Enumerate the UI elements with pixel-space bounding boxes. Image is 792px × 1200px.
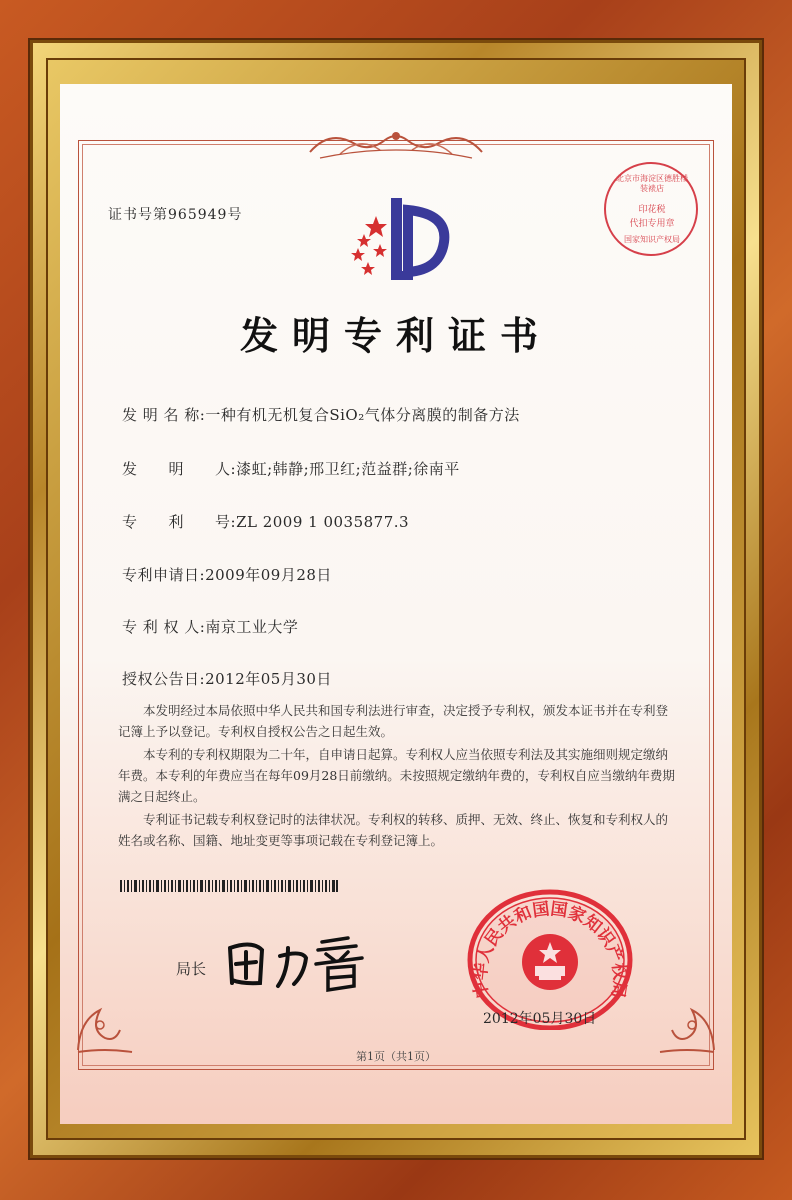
seal-date: 2012年05月30日 [483, 1011, 597, 1027]
seal-text: 中华人民共和国国家知识产权局 [470, 899, 630, 1000]
invention-name-value: 一种有机无机复合SiO₂气体分离膜的制备方法 [205, 406, 520, 424]
invention-name-row [122, 404, 520, 425]
patent-number-label: 专 利 号: [122, 513, 237, 531]
grant-date-row [122, 668, 332, 689]
filing-date-label: 专利申请日: [122, 566, 206, 584]
tax-stamp-seal: 北京市海淀区德胜楼装裱店 印花税 代扣专用章 国家知识产权局 [604, 162, 698, 256]
grant-date-value: 2012年05月30日 [205, 670, 332, 688]
patent-number-value: ZL 2009 1 0035877.3 [236, 513, 410, 531]
director-signature [222, 928, 382, 998]
grant-date-label: 授权公告日: [122, 670, 206, 688]
inventors-row [122, 458, 460, 479]
patentee-label: 专 利 权 人: [122, 618, 206, 636]
legal-paragraph-2: 本专利的专利权期限为二十年，自申请日起算。专利权人应当依照专利法及其实施细则规定缴纳年费。本专利的年费应当在每年09月28日前缴纳。未按照规定缴纳年费的，专利权自应当缴纳年费期满之日起终止。 [118, 747, 675, 804]
director-label: 局长 [176, 960, 207, 978]
invention-name-label: 发 明 名 称: [122, 406, 206, 424]
certificate-number: 证书号第965949号 [108, 207, 243, 223]
legal-paragraph-3: 专利证书记载专利权登记时的法律状况。专利权的转移、质押、无效、终止、恢复和专利权人的姓名或名称、国籍、地址变更等事项记载在专利登记簿上。 [118, 812, 669, 848]
cnipa-logo-icon [336, 196, 456, 280]
patentee-value: 南京工业大学 [205, 618, 299, 636]
page-number: 第1页（共1页） [356, 1050, 436, 1063]
barcode [120, 880, 338, 892]
legal-paragraph-1: 本发明经过本局依照中华人民共和国专利法进行审查，决定授予专利权，颁发本证书并在专利登记簿上予以登记。专利权自授权公告之日起生效。 [118, 703, 669, 739]
certificate-title: 发明专利证书 [239, 313, 552, 358]
national-emblem-icon [522, 934, 578, 990]
inventors-value: 漆虹;韩静;邢卫红;范益群;徐南平 [236, 460, 460, 478]
inventors-label: 发 明 人: [122, 460, 237, 478]
filing-date-row [122, 564, 332, 585]
ornament-top-icon [300, 124, 492, 164]
patentee-row [122, 616, 298, 637]
filing-date-value: 2009年09月28日 [205, 566, 332, 584]
patent-number-row [122, 511, 409, 532]
